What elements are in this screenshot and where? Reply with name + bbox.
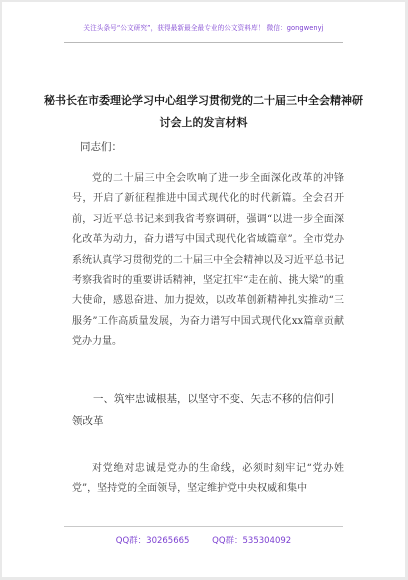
footer-qq-group-1: QQ群：30265665 — [115, 536, 190, 546]
footer-qq-group-2: QQ群：535304092 — [212, 536, 292, 546]
header-note: 关注头条号“公文研究”，获得最新最全最专业的公文资料库！ 微信：gongwenyj — [83, 24, 324, 32]
document-title: 秘书长在市委理论学习中心组学习贯彻党的二十届三中全会精神研讨会上的发言材料 — [44, 94, 363, 129]
section-heading-1: 一、筑牢忠诚根基，以坚守不变、矢志不移的信仰引领改革 — [72, 393, 335, 427]
footer-divider — [64, 526, 343, 527]
salutation: 同志们： — [80, 141, 122, 153]
body-paragraph-2: 对党绝对忠诚是党办的生命线，必须时刻牢记“党办姓党”，坚持党的全面领导，坚定维护党中央权威和集中 — [72, 463, 344, 495]
body-paragraph-1: 党的二十届三中全会吹响了进一步全面深化改革的冲锋号，开启了新征程推进中国式现代化的时代新篇。全会召开前，习近平总书记来到我省考察调研，强调“以进一步全面深化改革为动力，奋力谱写中国式现代化省域篇章”。全市党办系统认真学习贯彻党的二十届三中全会精神以及习近平总书记考察我省时的重要讲话精神，坚定扛牢“走在前、挑大梁”的重大使命，感恩奋进、加力提效，以改革创新精神扎实推动“三服务”工作高质量发展，为奋力谱写中国式现代化xx篇章贡献党办力量。 — [72, 173, 344, 348]
footer — [2, 534, 405, 546]
header-divider — [64, 42, 343, 43]
document-page — [2, 2, 405, 577]
